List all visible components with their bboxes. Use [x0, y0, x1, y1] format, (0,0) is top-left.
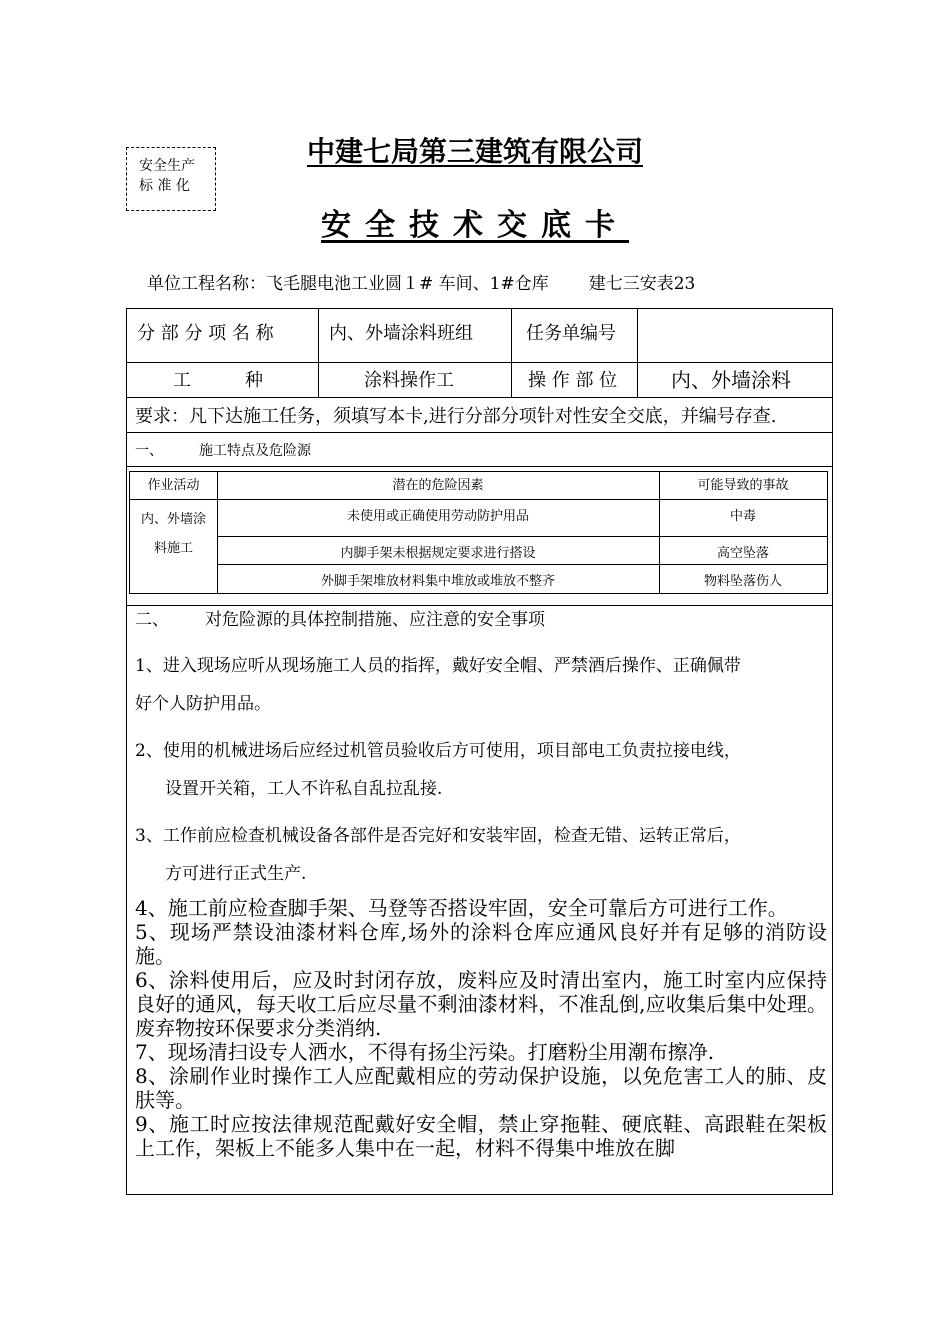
card-title: 安全技术交底卡	[321, 208, 629, 243]
project-label: 单位工程名称：	[147, 274, 266, 294]
requirement-text: 要求：凡下达施工任务，须填写本卡,进行分部分项针对性安全交底，并编号存查.	[135, 406, 777, 427]
work-position-value: 内、外墙涂料	[671, 368, 791, 392]
hazard-row-2-accident: 高空坠落	[716, 546, 769, 561]
measure-items-4-9	[135, 896, 827, 1160]
project-info-line	[147, 269, 695, 294]
section-2-heading: 二、 对危险源的具体控制措施、应注意的安全事项	[135, 610, 545, 630]
hazard-activity: 内、外墙涂 料施工	[140, 512, 206, 556]
col-divider	[511, 309, 512, 397]
section-1-heading: 一、 施工特点及危险源	[135, 443, 311, 459]
col-divider	[318, 309, 319, 397]
stamp-line-2: 标 准 化	[139, 178, 190, 194]
subproject-value: 内、外墙涂料班组	[329, 323, 473, 344]
measure-item-3: 3、工作前应检查机械设备各部件是否完好和安装牢固，检查无错、运转正常后， 方可进行正式生产.	[135, 826, 741, 884]
measure-item-6: 6、涂料使用后，应及时封闭存放，废料应及时清出室内，施工时室内应保持良好的通风，每天收工后应尽量不剩油漆材料，不准乱倒,应收集后集中处理。废弃物按环保要求分类消纳.	[135, 968, 827, 1040]
measure-item-5: 5、现场严禁设油漆材料仓库,场外的涂料仓库应通风良好并有足够的消防设施。	[135, 920, 827, 968]
work-type-label: 工 种	[173, 370, 263, 391]
col-divider	[637, 309, 638, 397]
company-name: 中建七局第三建筑有限公司	[306, 135, 643, 168]
hazard-row-3-factor: 外脚手架堆放材料集中堆放或堆放不整齐	[320, 574, 555, 589]
hazard-table	[129, 471, 828, 594]
measure-item-1: 1、进入现场应听从现场施工人员的指挥，戴好安全帽、严禁酒后操作、正确佩带 好个人防护用品。	[135, 656, 741, 714]
row-divider	[217, 564, 827, 565]
safety-card-form	[126, 308, 833, 1195]
measure-item-8: 8、涂刷作业时操作工人应配戴相应的劳动保护设施，以免危害工人的肺、皮肤等。	[135, 1064, 827, 1112]
form-code: 建七三安表23	[588, 274, 696, 294]
measure-item-7: 7、现场清扫设专人洒水，不得有扬尘污染。打磨粉尘用潮布擦净.	[135, 1040, 715, 1064]
hazard-header-factor: 潜在的危险因素	[392, 478, 484, 493]
row-divider	[127, 362, 832, 363]
row-divider	[217, 536, 827, 537]
measure-item-2: 2、使用的机械进场后应经过机管员验收后方可使用，项目部电工负责拉接电线， 设置开关箱，工人不许私自乱拉乱接.	[135, 741, 741, 799]
row-divider	[127, 397, 832, 398]
task-number-label: 任务单编号	[526, 323, 616, 344]
measure-item-9: 9、施工时应按法律规范配戴好安全帽，禁止穿拖鞋、硬底鞋、高跟鞋在架板上工作，架板上不能多人集中在一起，材料不得集中堆放在脚	[135, 1112, 827, 1160]
row-divider	[127, 432, 832, 433]
stamp-line-1: 安全生产	[139, 158, 195, 174]
hazard-header-activity: 作业活动	[147, 478, 200, 493]
row-divider	[127, 466, 832, 467]
hazard-row-1-accident: 中毒	[729, 509, 756, 524]
work-type-value: 涂料操作工	[364, 370, 454, 391]
hazard-row-3-accident: 物料坠落伤人	[703, 574, 782, 589]
row-divider	[130, 499, 827, 500]
project-name: 飞毛腿电池工业圆１# 车间、1#仓库	[266, 274, 549, 294]
hazard-row-2-factor: 内脚手架未根据规定要求进行搭设	[340, 546, 536, 561]
measure-item-4: 4、施工前应检查脚手架、马登等否搭设牢固，安全可靠后方可进行工作。	[135, 896, 788, 920]
subproject-label: 分 部 分 项 名 称	[137, 323, 274, 344]
work-position-label: 操 作 部 位	[528, 370, 618, 391]
hazard-header-accident: 可能导致的事故	[697, 478, 789, 493]
hazard-row-1-factor: 未使用或正确使用劳动防护用品	[346, 509, 529, 524]
